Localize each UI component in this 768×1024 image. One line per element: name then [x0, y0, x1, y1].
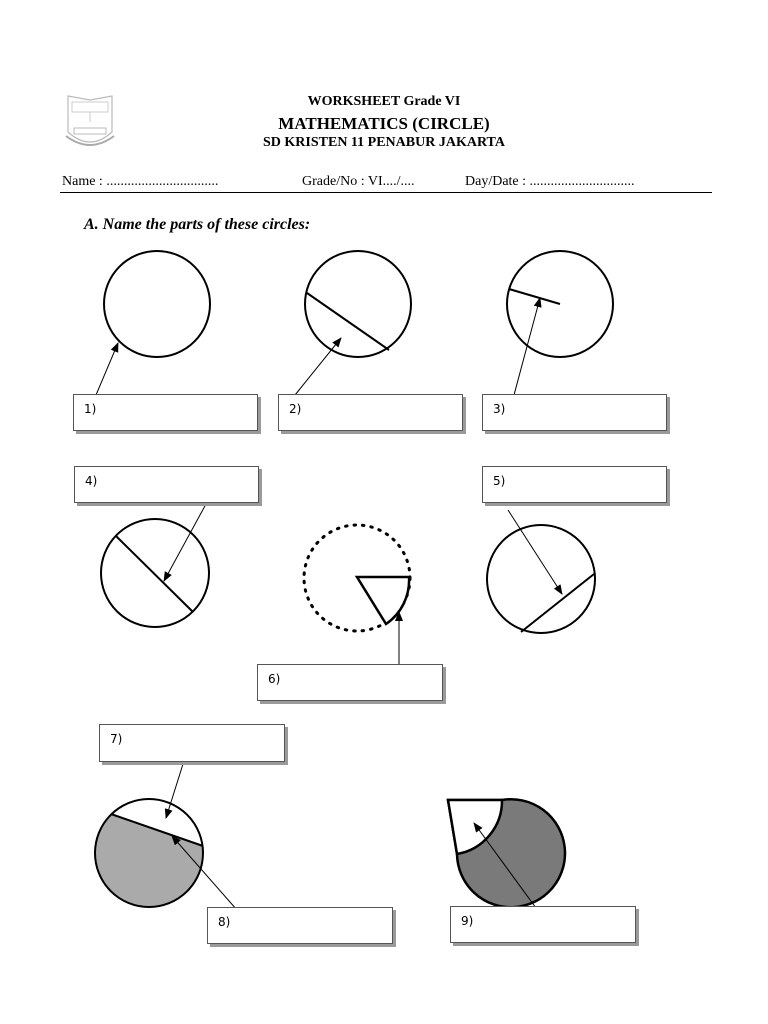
answer-box-4[interactable]: 4)	[74, 466, 259, 503]
figure-1-circle	[96, 251, 210, 395]
worksheet-title: WORKSHEET Grade VI	[307, 94, 461, 109]
answer-box-3[interactable]: 3)	[482, 394, 667, 431]
name-field: Name : ................................	[62, 174, 219, 189]
answer-box-7[interactable]: 7)	[99, 724, 285, 762]
answer-box-2[interactable]: 2)	[278, 394, 463, 431]
section-title: A. Name the parts of these circles:	[84, 216, 311, 233]
figure-4-diameter	[101, 504, 209, 627]
answer-box-1[interactable]: 1)	[73, 394, 258, 431]
answer-box-8[interactable]: 8)	[207, 907, 393, 944]
answer-box-6[interactable]: 6)	[257, 664, 443, 701]
school-name: SD KRISTEN 11 PENABUR JAKARTA	[263, 135, 505, 150]
figure-2-chord	[295, 251, 411, 395]
date-field: Day/Date : ..............................	[465, 174, 635, 189]
figure-5-chord	[487, 510, 595, 633]
figure-7-8-segments	[95, 764, 237, 910]
subject-title: MATHEMATICS (CIRCLE)	[278, 114, 490, 133]
figure-9-quarter-sector	[448, 799, 565, 908]
grade-field: Grade/No : VI..../....	[302, 174, 415, 189]
figure-3-radius	[507, 251, 613, 395]
answer-box-9[interactable]: 9)	[450, 906, 636, 943]
answer-box-5[interactable]: 5)	[482, 466, 667, 503]
figure-6-sector	[304, 525, 410, 664]
